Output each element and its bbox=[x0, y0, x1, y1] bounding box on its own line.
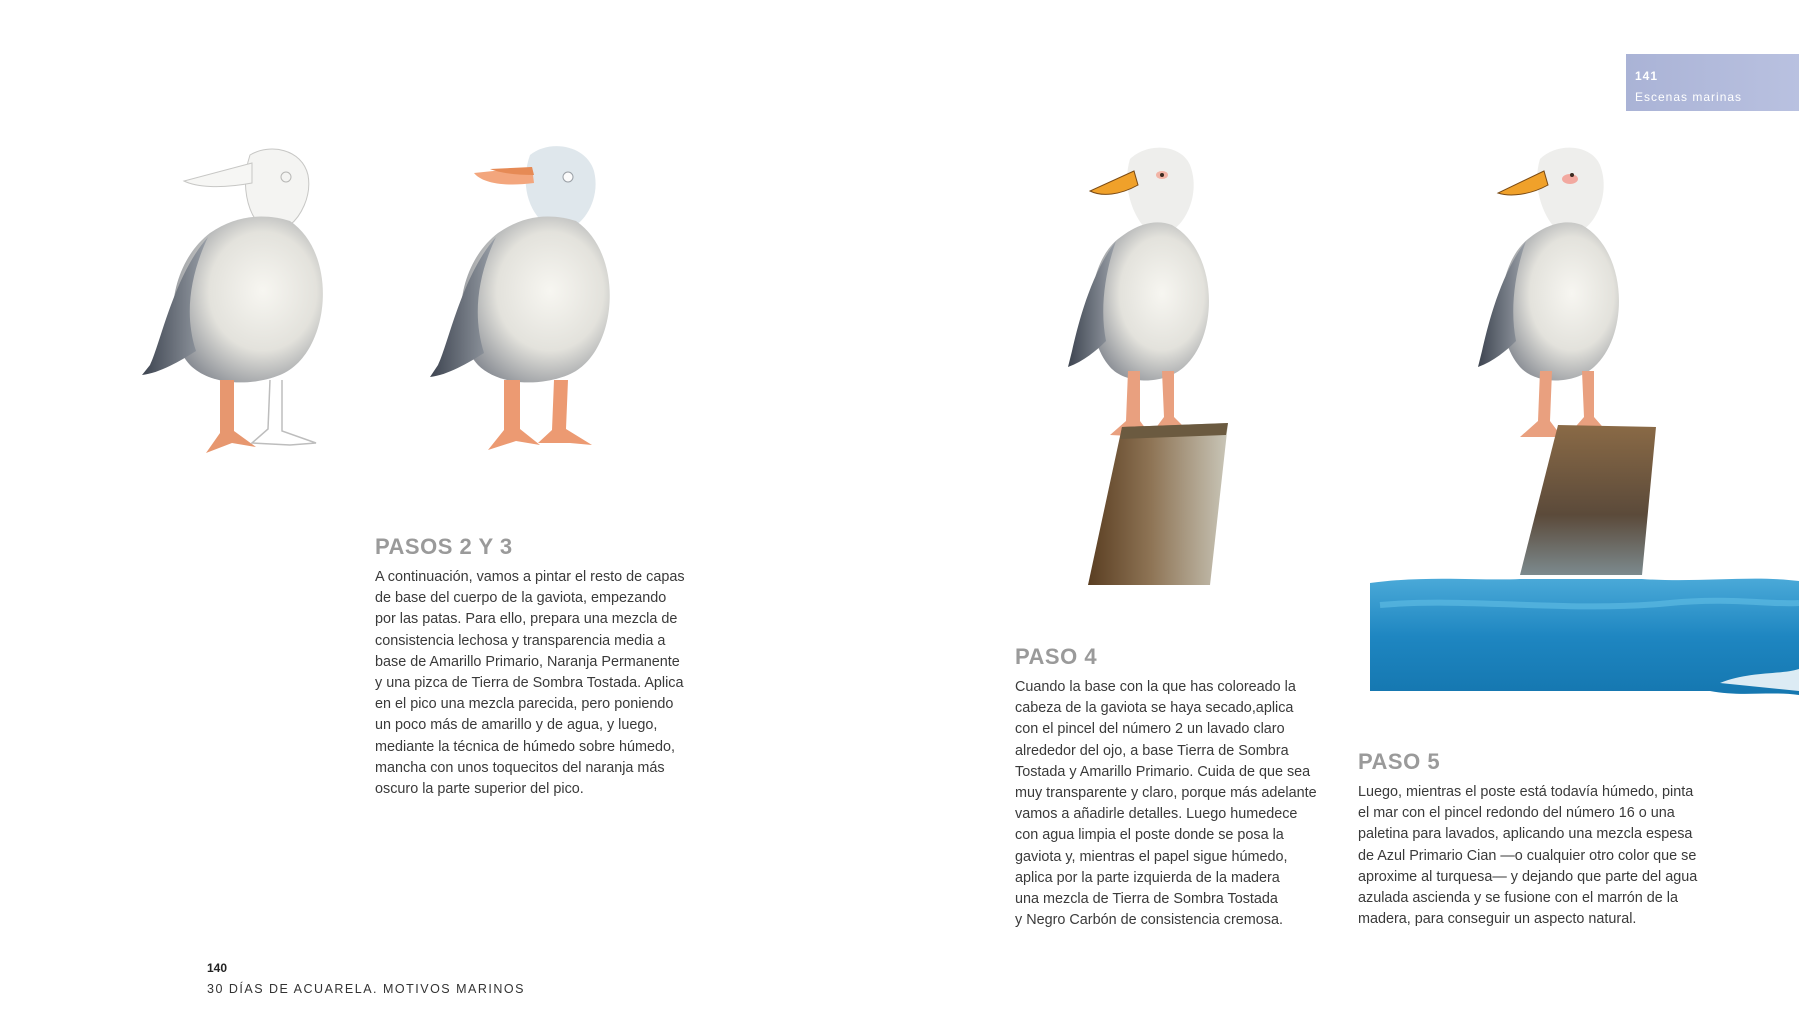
tab-section-title: Escenas marinas bbox=[1635, 90, 1743, 104]
tab-page-number: 141 bbox=[1635, 69, 1659, 83]
section-tab bbox=[1626, 54, 1799, 111]
section-text-pasos-2-3: A continuación, vamos a pintar el resto de capas de base del cuerpo de la gaviota, empezando por las patas. Para ello, prepara una mezcla de consistencia lechosa y transparencia media a base de Amarillo Primario, Naranja Permanente y una pizca de Tierra de Sombra Tostada. Aplica en el pico una mezcla parecida, pero poniendo un poco más de amarillo y de agua, y luego, mediante la técnica de húmedo sobre húmedo, mancha con unos toquecitos del naranja más oscuro la parte superior del pico. bbox=[375, 569, 685, 798]
footer-book-title: 30 DÍAS DE ACUARELA. MOTIVOS MARINOS bbox=[207, 982, 525, 996]
gull-illustration-step-2 bbox=[140, 125, 340, 465]
section-heading-paso-4: PASO 4 bbox=[1015, 644, 1098, 669]
gull-on-post-sea-illustration-step-5 bbox=[1370, 135, 1799, 695]
section-text-paso-4: Cuando la base con la que has coloreado la cabeza de la gaviota se haya secado,aplica con el pincel del número 2 un lavado claro alrededor del ojo, a base Tierra de Sombra Tostada y Amarillo Primario. Cuida de que sea muy transparente y claro, porque más adelante vamos a añadirle detalles. Luego humedece con agua limpia el poste donde se posa la gaviota y, mientras el papel sigue húmedo, aplica por la parte izquierda de la madera una mezcla de Tierra de Sombra Tostada y Negro Carbón de consistencia cremosa. bbox=[1015, 679, 1317, 929]
section-text-paso-5: Luego, mientras el poste está todavía húmedo, pinta el mar con el pincel redondo del número 16 o una paletina para lavados, aplicando una mezcla espesa de Azul Primario Cian —o cualquier otro color que se aproxime al turquesa— y dejando que parte del agua azulada ascienda y se fusione con el marrón de la madera, para conseguir un aspecto natural. bbox=[1358, 784, 1698, 928]
gull-on-post-illustration-step-4 bbox=[1060, 135, 1300, 605]
gull-illustration-step-3 bbox=[430, 125, 630, 465]
section-heading-paso-5: PASO 5 bbox=[1358, 749, 1441, 774]
section-heading-pasos-2-3: PASOS 2 Y 3 bbox=[375, 534, 513, 559]
footer-page-number: 140 bbox=[207, 961, 228, 975]
